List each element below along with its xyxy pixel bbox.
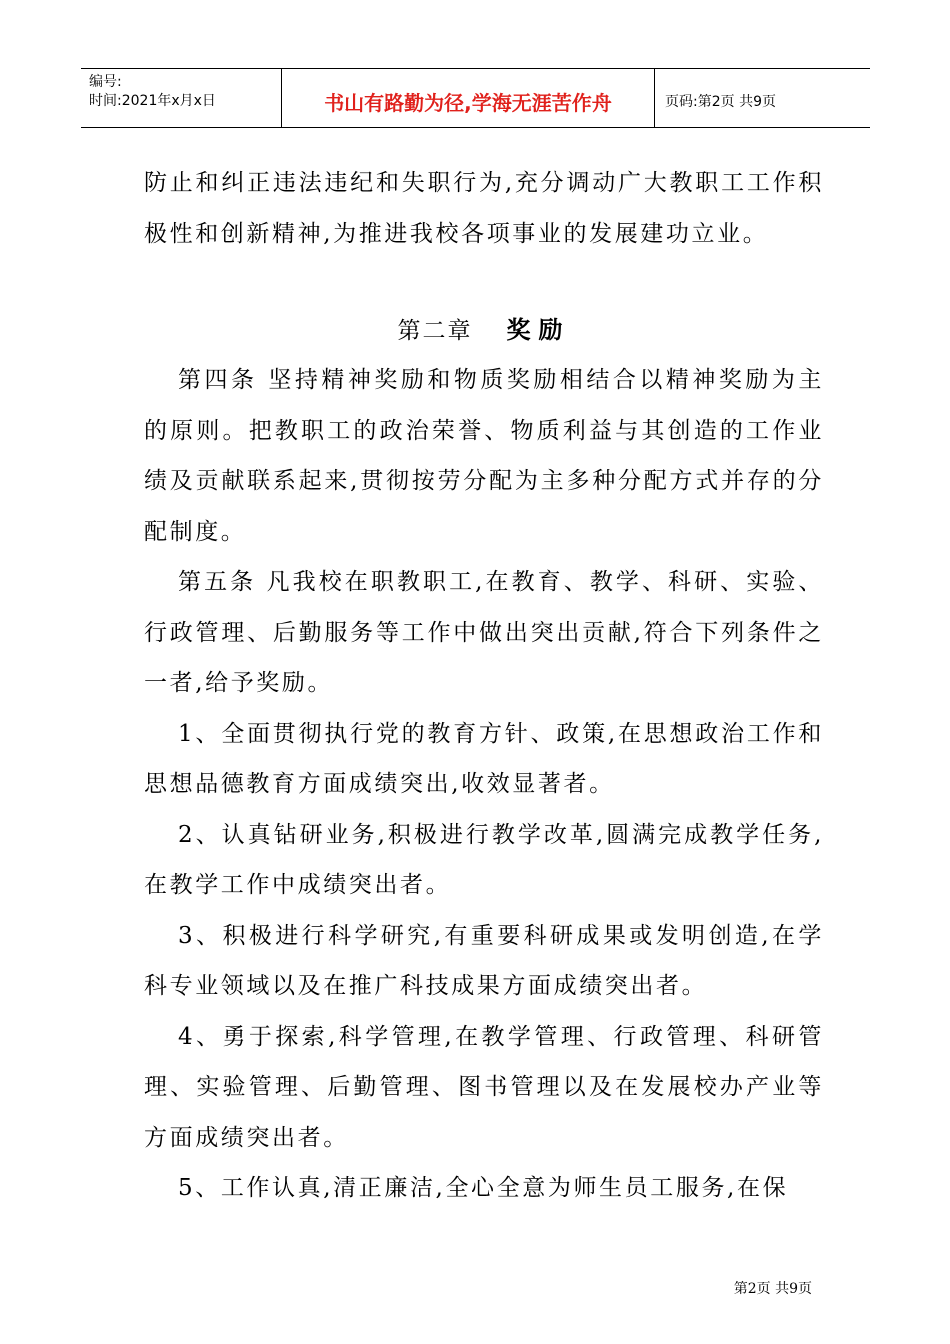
page-footer: 第2页 共9页 [733, 1281, 812, 1297]
list-item-1: 1、全面贯彻执行党的教育方针、政策,在思想政治工作和思想品德教育方面成绩突出,收效显著者。 [144, 720, 824, 797]
document-header [81, 68, 870, 128]
chapter-number: 第二章 [397, 318, 473, 344]
chapter-heading [144, 305, 824, 355]
article-5-paragraph: 第五条 凡我校在职教职工,在教育、教学、科研、实验、行政管理、后勤服务等工作中做出突出贡献,符合下列条件之一者,给予奖励。 [144, 569, 824, 696]
header-motto: 书山有路勤为径,学海无涯苦作舟 [282, 69, 655, 127]
header-number-label: 编号: [89, 74, 122, 90]
list-item-4: 4、勇于探索,科学管理,在教学管理、行政管理、科研管理、实验管理、后勤管理、图书管理以及在发展校办产业等方面成绩突出者。 [144, 1023, 824, 1151]
header-page-label: 页码:第2页 共9页 [665, 94, 776, 110]
header-date-label: 时间:2021年x月x日 [89, 93, 216, 109]
list-item-5: 5、工作认真,清正廉洁,全心全意为师生员工服务,在保 [178, 1175, 789, 1201]
continuation-paragraph: 防止和纠正违法违纪和失职行为,充分调动广大教职工工作积极性和创新精神,为推进我校各项事业的发展建功立业。 [144, 170, 824, 247]
document-body [144, 158, 824, 1214]
chapter-title: 奖励 [506, 316, 571, 344]
list-item-3: 3、积极进行科学研究,有重要科研成果或发明创造,在学科专业领域以及在推广科技成果方面成绩突出者。 [144, 922, 824, 999]
header-meta-cell [81, 69, 282, 127]
article-4-paragraph: 第四条 坚持精神奖励和物质奖励相结合以精神奖励为主的原则。把教职工的政治荣誉、物质利益与其创造的工作业绩及贡献联系起来,贯彻按劳分配为主多种分配方式并存的分配制度。 [144, 367, 824, 545]
list-item-2: 2、认真钻研业务,积极进行教学改革,圆满完成教学任务,在教学工作中成绩突出者。 [144, 821, 824, 898]
